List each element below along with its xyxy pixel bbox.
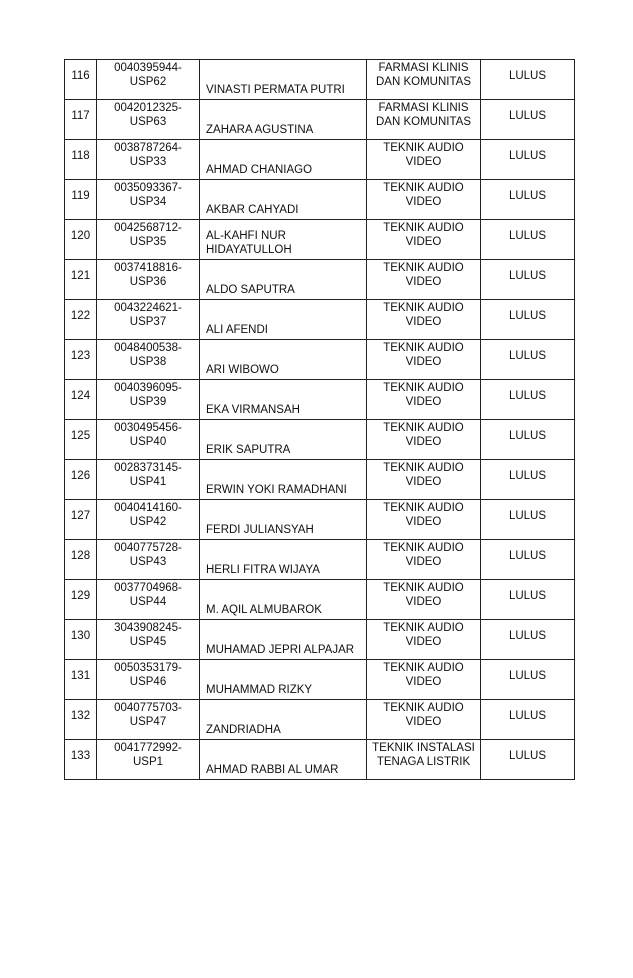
student-name-line2: HERLI FITRA WIJAYA [206,564,320,576]
table-row [65,380,575,420]
program-cell [367,60,481,100]
program-cell [367,460,481,500]
status-cell [481,220,575,260]
student-id-part1: 0042568712- [114,222,182,234]
student-name-cell [200,660,367,700]
status-cell [481,180,575,220]
student-id-cell [97,340,200,380]
table-row [65,180,575,220]
program-cell [367,740,481,780]
status-text: LULUS [508,269,547,282]
student-id-part1: 0040775728- [114,542,182,554]
student-id-cell [97,660,200,700]
status-text: LULUS [508,189,547,202]
program-line2: VIDEO [405,676,442,688]
table-row [65,700,575,740]
program-cell [367,380,481,420]
status-text: LULUS [508,709,547,722]
student-name-line2: ZAHARA AGUSTINA [206,124,314,136]
status-cell [481,380,575,420]
row-number: 124 [70,389,91,402]
student-id-part2: USP62 [129,76,167,88]
student-id-cell [97,220,200,260]
student-id-cell [97,700,200,740]
row-number-cell [65,420,97,460]
program-line2: VIDEO [405,476,442,488]
program-cell [367,540,481,580]
row-number: 128 [70,549,91,562]
program-line1: TEKNIK AUDIO [383,662,464,674]
row-number: 118 [71,149,90,162]
row-number-cell [65,540,97,580]
status-text: LULUS [508,69,547,82]
program-line1: TEKNIK AUDIO [383,582,464,594]
student-id-part1: 0037418816- [114,262,182,274]
student-name-line2: VINASTI PERMATA PUTRI [206,84,345,96]
table-row [65,140,575,180]
student-id-cell [97,300,200,340]
status-text: LULUS [508,429,547,442]
table-row [65,540,575,580]
student-id-part2: USP36 [129,276,167,288]
student-name-line2: MUHAMAD JEPRI ALPAJAR [206,644,355,656]
student-id-part1: 0041772992- [114,742,182,754]
row-number-cell [65,180,97,220]
status-text: LULUS [508,669,547,682]
student-id-part2: USP34 [129,196,167,208]
table-row [65,620,575,660]
student-name-cell [200,100,367,140]
program-line1: TEKNIK AUDIO [383,222,464,234]
student-name-cell [200,260,367,300]
student-id-part2: USP1 [132,756,164,768]
status-cell [481,260,575,300]
row-number-cell [65,140,97,180]
row-number: 129 [70,589,91,602]
student-id-part2: USP40 [129,436,167,448]
status-cell [481,620,575,660]
program-cell [367,140,481,180]
table-row [65,500,575,540]
status-cell [481,500,575,540]
program-line1: TEKNIK AUDIO [383,302,464,314]
status-text: LULUS [508,549,547,562]
student-name-cell [200,60,367,100]
program-line1: TEKNIK AUDIO [383,542,464,554]
row-number: 123 [70,349,91,362]
student-name-line2: ALDO SAPUTRA [206,284,295,296]
status-cell [481,340,575,380]
student-name-cell [200,340,367,380]
program-line1: TEKNIK AUDIO [383,622,464,634]
program-line1: TEKNIK AUDIO [383,422,464,434]
student-name-line2: FERDI JULIANSYAH [206,524,314,536]
student-name-cell [200,500,367,540]
student-id-cell [97,460,200,500]
student-id-part2: USP37 [129,316,167,328]
status-text: LULUS [508,229,547,242]
program-cell [367,660,481,700]
status-text: LULUS [508,469,547,482]
row-number: 116 [71,69,90,82]
student-name-line2: M. AQIL ALMUBAROK [206,604,322,616]
student-id-part1: 0043224621- [114,302,182,314]
status-cell [481,300,575,340]
student-id-cell [97,100,200,140]
program-line2: VIDEO [405,716,442,728]
student-name-line2: ERIK SAPUTRA [206,444,291,456]
program-line1: TEKNIK AUDIO [383,702,464,714]
student-results-table [64,59,575,780]
program-line1: TEKNIK AUDIO [383,502,464,514]
program-line2: VIDEO [405,316,442,328]
student-id-part2: USP35 [129,236,167,248]
row-number: 121 [70,269,91,282]
status-cell [481,540,575,580]
program-line1: TEKNIK AUDIO [383,342,464,354]
status-text: LULUS [508,109,547,122]
student-id-cell [97,540,200,580]
status-cell [481,420,575,460]
student-id-part1: 0030495456- [114,422,182,434]
student-id-cell [97,740,200,780]
row-number: 131 [70,669,91,682]
student-id-part2: USP42 [129,516,167,528]
student-name-cell [200,420,367,460]
program-line2: VIDEO [405,516,442,528]
status-text: LULUS [508,149,547,162]
student-name-cell [200,620,367,660]
student-name-line1: AL-KAHFI NUR [206,230,286,242]
status-cell [481,460,575,500]
status-text: LULUS [508,749,547,762]
student-id-part1: 0040395944- [114,62,182,74]
student-name-cell [200,700,367,740]
student-name-cell [200,180,367,220]
row-number-cell [65,100,97,140]
row-number: 120 [70,229,91,242]
table-row [65,420,575,460]
program-line2: VIDEO [405,276,442,288]
student-id-part1: 0037704968- [114,582,182,594]
status-cell [481,700,575,740]
student-name-cell [200,580,367,620]
student-name-cell [200,460,367,500]
status-text: LULUS [508,509,547,522]
student-id-part1: 0035093367- [114,182,182,194]
row-number: 122 [70,309,91,322]
row-number-cell [65,460,97,500]
student-name-line2: ARI WIBOWO [206,364,279,376]
student-id-part2: USP39 [129,396,167,408]
program-cell [367,420,481,460]
row-number: 133 [70,749,91,762]
status-text: LULUS [508,629,547,642]
table-row [65,740,575,780]
student-id-part1: 3043908245- [114,622,182,634]
program-cell [367,700,481,740]
program-line1: FARMASI KLINIS [378,102,469,114]
program-line1: FARMASI KLINIS [378,62,469,74]
student-name-line2: EKA VIRMANSAH [206,404,300,416]
table-row [65,60,575,100]
program-line2: DAN KOMUNITAS [376,116,471,128]
row-number-cell [65,340,97,380]
status-cell [481,100,575,140]
program-line1: TEKNIK AUDIO [383,462,464,474]
table-row [65,260,575,300]
table-row [65,100,575,140]
program-line2: VIDEO [405,436,442,448]
student-id-part1: 0040396095- [114,382,182,394]
student-id-cell [97,420,200,460]
student-name-line2: ALI AFENDI [206,324,268,336]
row-number-cell [65,300,97,340]
table-row [65,460,575,500]
student-name-cell [200,380,367,420]
table-row [65,660,575,700]
student-name-line2: AKBAR CAHYADI [206,204,299,216]
table-body [65,60,575,780]
status-text: LULUS [508,589,547,602]
program-line2: VIDEO [405,156,442,168]
status-cell [481,60,575,100]
program-cell [367,220,481,260]
program-cell [367,260,481,300]
program-line1: TEKNIK INSTALASI [372,742,475,754]
status-text: LULUS [508,389,547,402]
table-row [65,300,575,340]
row-number-cell [65,60,97,100]
program-line2: DAN KOMUNITAS [376,76,471,88]
row-number: 132 [70,709,91,722]
student-id-part1: 0038787264- [114,142,182,154]
student-name-cell [200,220,367,260]
row-number: 127 [70,509,91,522]
program-cell [367,620,481,660]
row-number-cell [65,580,97,620]
program-line2: VIDEO [405,596,442,608]
table-row [65,340,575,380]
table-row [65,580,575,620]
row-number: 130 [70,629,91,642]
row-number: 126 [70,469,91,482]
student-id-part2: USP41 [129,476,167,488]
status-cell [481,580,575,620]
row-number: 117 [71,109,90,122]
student-id-cell [97,580,200,620]
student-id-part1: 0028373145- [114,462,182,474]
student-name-line2: AHMAD CHANIAGO [206,164,313,176]
program-line2: VIDEO [405,356,442,368]
program-line1: TEKNIK AUDIO [383,142,464,154]
student-name-line2: ERWIN YOKI RAMADHANI [206,484,347,496]
student-id-cell [97,500,200,540]
student-id-cell [97,380,200,420]
student-id-cell [97,180,200,220]
row-number-cell [65,220,97,260]
row-number-cell [65,620,97,660]
row-number-cell [65,260,97,300]
student-name-cell [200,300,367,340]
program-line2: VIDEO [405,236,442,248]
status-cell [481,660,575,700]
student-id-part2: USP46 [129,676,167,688]
row-number-cell [65,740,97,780]
student-id-part1: 0050353179- [114,662,182,674]
program-cell [367,100,481,140]
student-name-cell [200,540,367,580]
student-id-cell [97,60,200,100]
program-cell [367,580,481,620]
row-number-cell [65,380,97,420]
student-name-cell [200,140,367,180]
student-name-line2: HIDAYATULLOH [206,244,292,256]
program-cell [367,500,481,540]
student-id-part1: 0048400538- [114,342,182,354]
program-line2: VIDEO [405,636,442,648]
program-line1: TEKNIK AUDIO [383,382,464,394]
row-number-cell [65,660,97,700]
student-id-part2: USP47 [129,716,167,728]
program-line1: TEKNIK AUDIO [383,182,464,194]
program-line2: TENAGA LISTRIK [376,756,471,768]
student-id-part2: USP43 [129,556,167,568]
program-line2: VIDEO [405,196,442,208]
row-number-cell [65,500,97,540]
student-id-part1: 0042012325- [114,102,182,114]
student-name-line2: AHMAD RABBI AL UMAR [206,764,339,776]
student-id-cell [97,140,200,180]
row-number-cell [65,700,97,740]
student-id-part2: USP38 [129,356,167,368]
row-number: 125 [70,429,91,442]
student-id-cell [97,260,200,300]
status-text: LULUS [508,349,547,362]
student-name-line2: ZANDRIADHA [206,724,281,736]
student-id-part2: USP45 [129,636,167,648]
student-id-part2: USP44 [129,596,167,608]
status-text: LULUS [508,309,547,322]
status-cell [481,140,575,180]
student-id-part1: 0040414160- [114,502,182,514]
table-row [65,220,575,260]
program-cell [367,180,481,220]
student-name-cell [200,740,367,780]
program-line2: VIDEO [405,396,442,408]
program-line2: VIDEO [405,556,442,568]
student-id-part2: USP33 [129,156,167,168]
student-id-part2: USP63 [129,116,167,128]
row-number: 119 [71,189,90,202]
student-id-cell [97,620,200,660]
student-id-part1: 0040775703- [114,702,182,714]
program-cell [367,340,481,380]
program-cell [367,300,481,340]
program-line1: TEKNIK AUDIO [383,262,464,274]
status-cell [481,740,575,780]
student-name-line2: MUHAMMAD RIZKY [206,684,313,696]
